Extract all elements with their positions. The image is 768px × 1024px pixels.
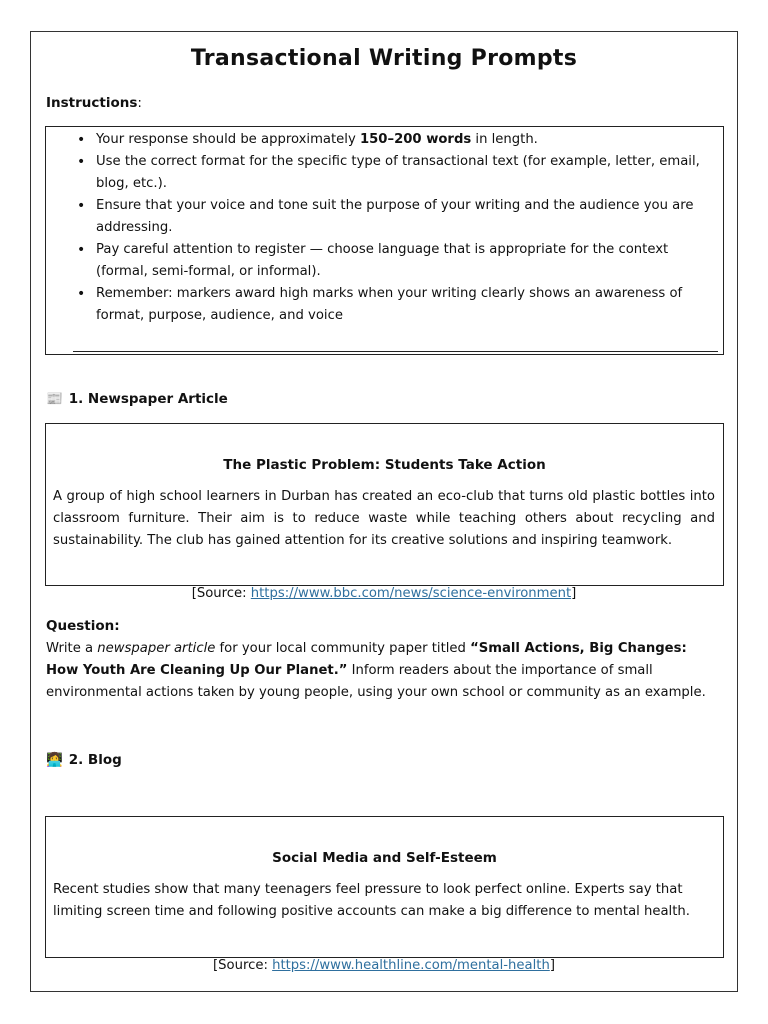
instruction-item: • Use the correct format for the specific type of transactional text (for example, letter, email, blog, etc.). (96, 151, 716, 195)
page-title: Transactional Writing Prompts (190, 46, 578, 71)
article-box-blog (45, 816, 724, 958)
source-citation: [Source: https://www.bbc.com/news/science-environment] (191, 586, 577, 601)
article-box-newspaper (45, 423, 724, 586)
instructions-label: Instructions: (46, 95, 142, 111)
instructions-list (96, 129, 716, 327)
section-heading-newspaper: 📰 1. Newspaper Article (46, 391, 228, 407)
article-body: A group of high school learners in Durban has created an eco-club that turns old plastic bottles into classroom furniture. Their aim is to reduce waste while teaching others about recycling and sustainability. The club has gained attention for its creative solutions and inspiring teamwork. (53, 489, 715, 548)
article-title: The Plastic Problem: Students Take Action (223, 457, 546, 473)
person-at-laptop-icon: 👩‍💻 (46, 752, 63, 768)
instructions-divider (73, 351, 718, 352)
instruction-item: • Your response should be approximately 150–200 words in length. (96, 129, 716, 151)
newspaper-icon: 📰 (46, 391, 63, 407)
article-title: Social Media and Self-Esteem (272, 850, 497, 866)
source-link[interactable]: https://www.bbc.com/news/science-environment (250, 586, 572, 601)
section-heading-blog: 👩‍💻 2. Blog (46, 752, 122, 768)
question-text: Write a newspaper article for your local community paper titled “Small Actions, Big Changes: How Youth Are Cleaning Up Our Planet.” Inform readers about the importance of small environmental actions taken by young people, using your own school or community as an example. (46, 641, 706, 700)
instruction-item: • Ensure that your voice and tone suit the purpose of your writing and the audience you are addressing. (96, 195, 716, 239)
instruction-item: • Remember: markers award high marks when your writing clearly shows an awareness of format, purpose, audience, and voice (96, 283, 716, 327)
instruction-item: • Pay careful attention to register — choose language that is appropriate for the context (formal, semi-formal, or informal). (96, 239, 716, 283)
source-citation: [Source: https://www.healthline.com/mental-health] (213, 958, 555, 973)
article-body: Recent studies show that many teenagers feel pressure to look perfect online. Experts say that limiting screen time and following positive accounts can make a big difference to mental health. (53, 882, 690, 919)
question-label: Question: (46, 618, 120, 634)
source-link[interactable]: https://www.healthline.com/mental-health (272, 958, 550, 973)
